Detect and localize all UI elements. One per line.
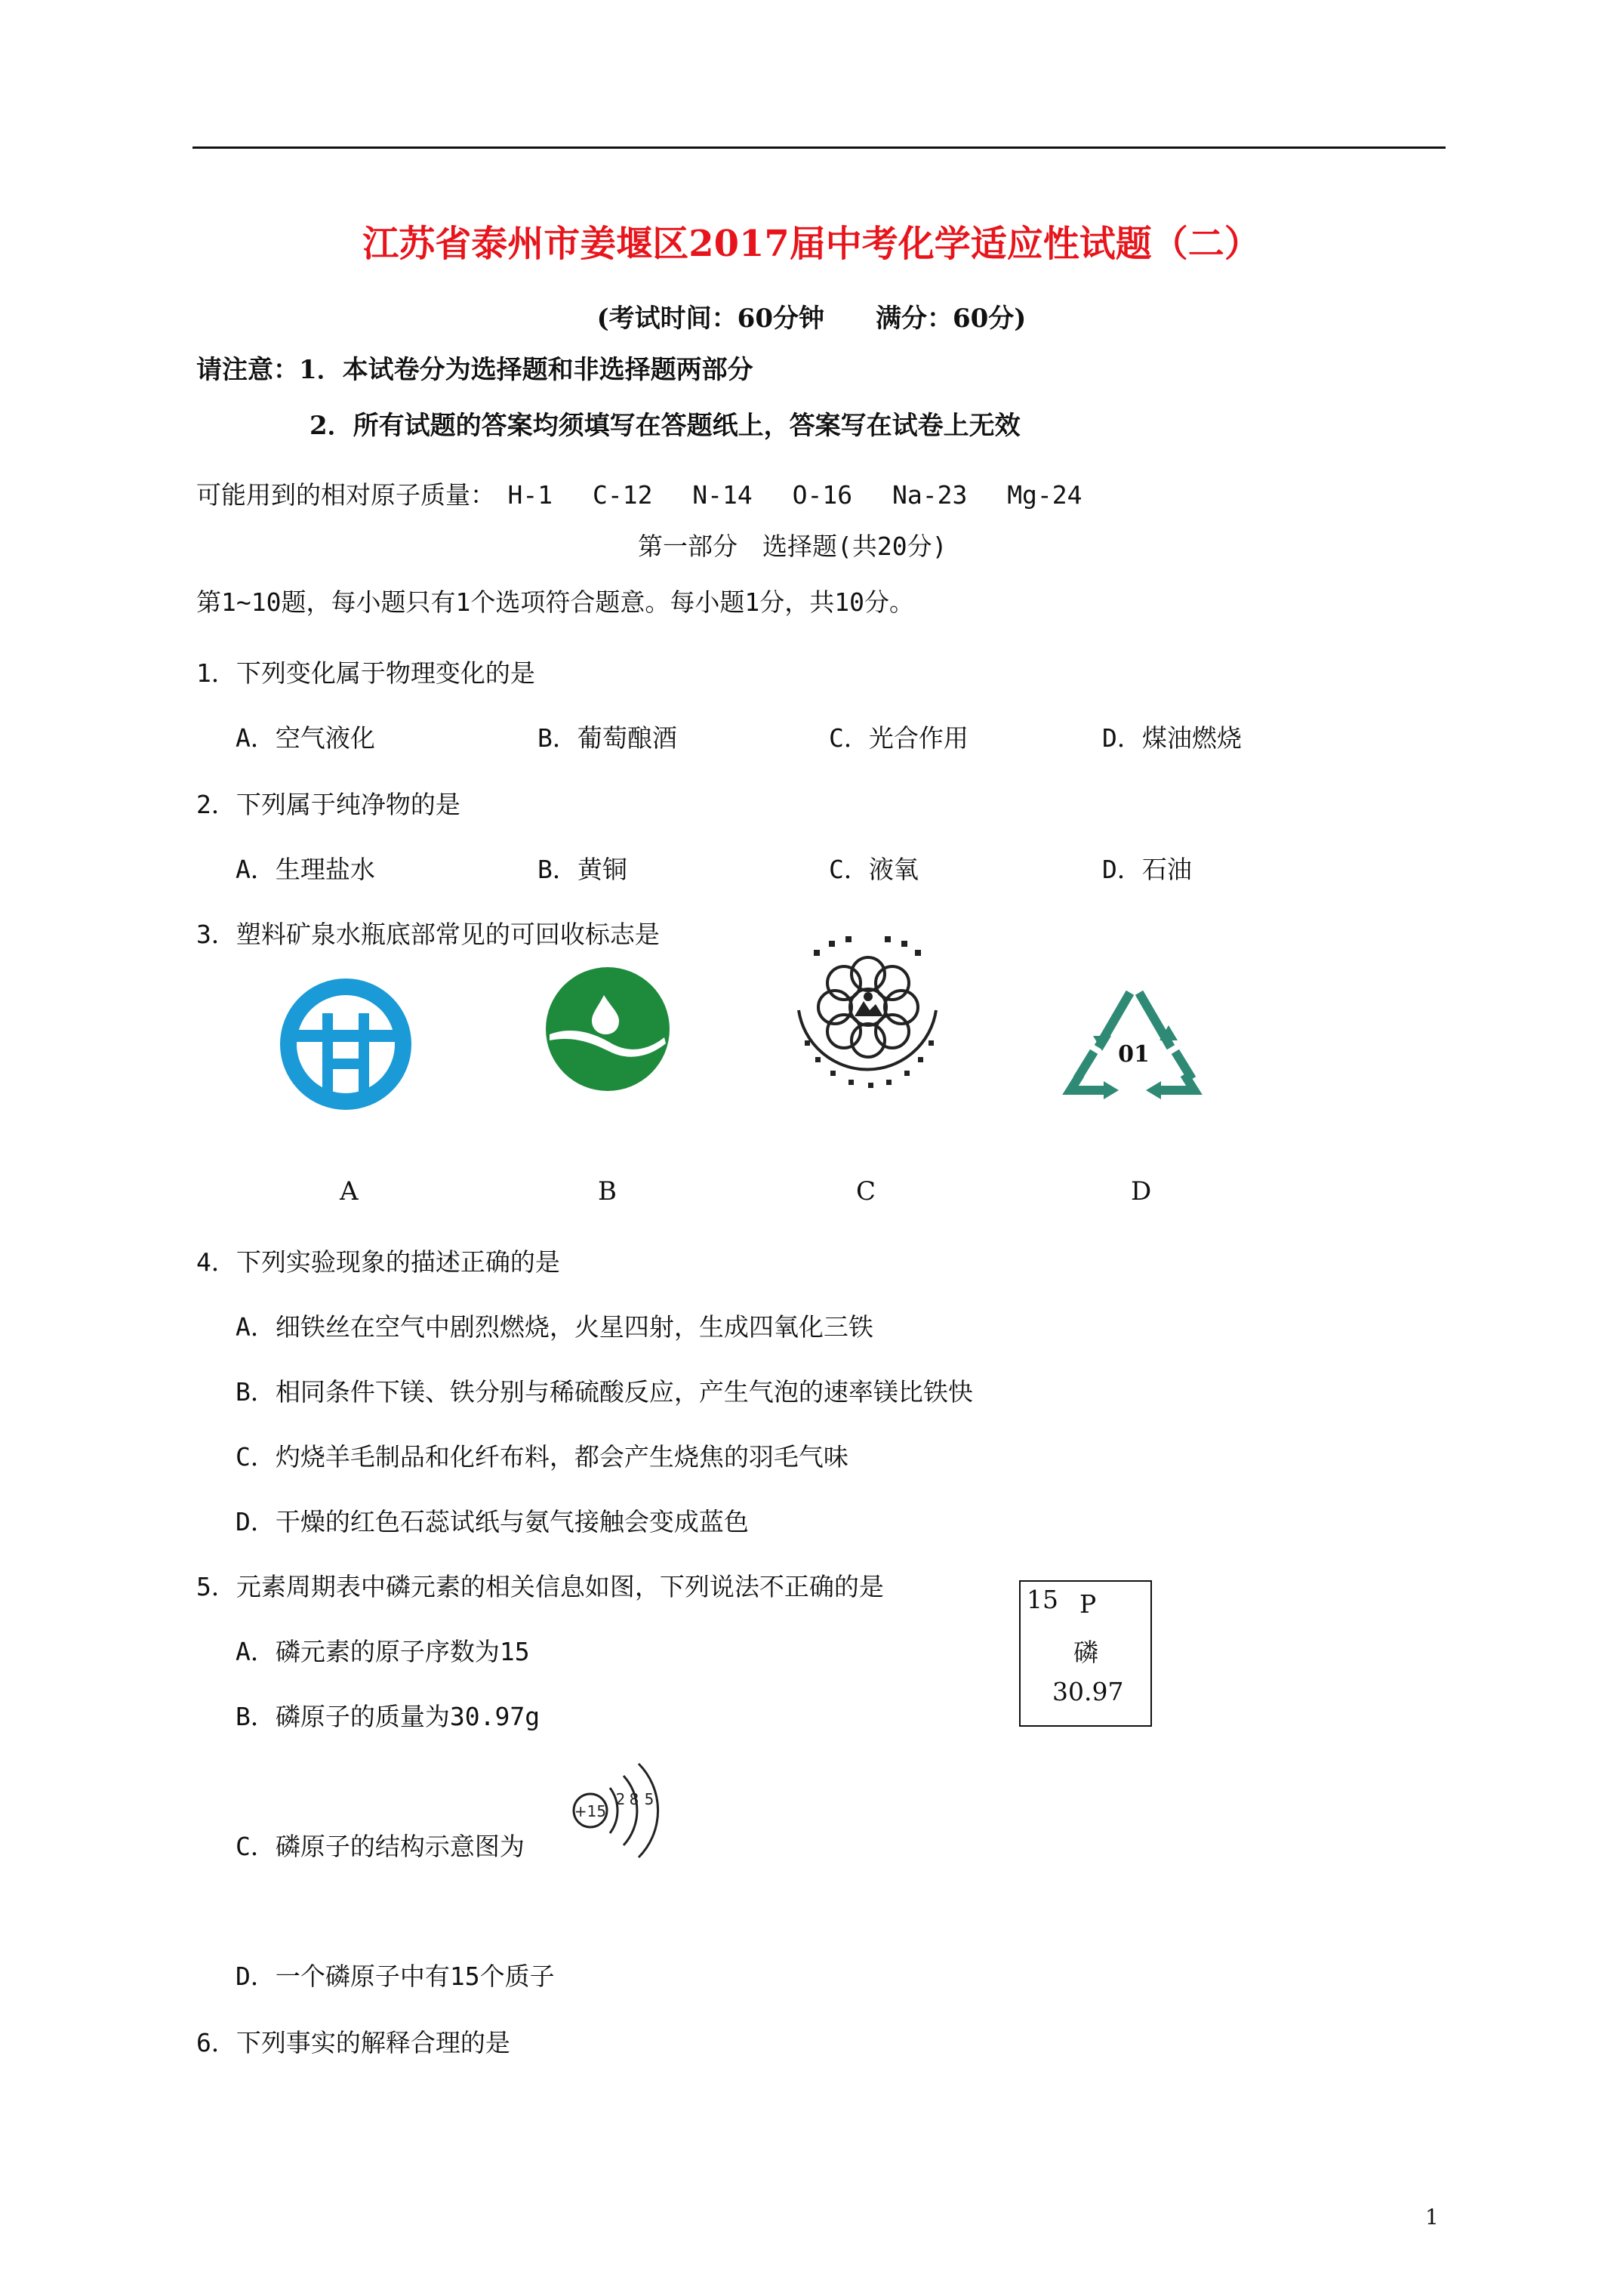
page-number: 1: [1425, 2205, 1439, 2230]
atomic-structure-diagram: [568, 1750, 666, 1871]
shell-1-electrons: 2: [615, 1790, 626, 1808]
header-rule: [192, 146, 1446, 149]
notice-line-2: 2．所有试题的答案均须填写在答题纸上，答案写在试卷上无效: [310, 411, 1021, 441]
exam-subtitle: (考试时间：60分钟 满分：60分): [596, 304, 1027, 334]
question-4-option-c: C．灼烧羊毛制品和化纤布料，都会产生烧焦的羽毛气味: [236, 1442, 848, 1472]
element-symbol: P: [1079, 1589, 1097, 1619]
recycle-number: 01: [1118, 1041, 1150, 1068]
question-4-option-b: B．相同条件下镁、铁分别与稀硫酸反应，产生气泡的速率镁比铁快: [236, 1377, 973, 1407]
section-title: 第一部分 选择题(共20分): [638, 532, 947, 561]
question-5-option-b: B．磷原子的质量为30.97g: [236, 1702, 540, 1731]
question-5-stem: 5．元素周期表中磷元素的相关信息如图，下列说法不正确的是: [196, 1572, 884, 1601]
logo-b-label: B: [598, 1176, 617, 1207]
logo-c-label: C: [856, 1176, 876, 1207]
question-2-option-b: B．黄铜: [537, 855, 627, 884]
question-3-stem: 3．塑料矿泉水瓶底部常见的可回收标志是: [196, 920, 660, 949]
question-5-option-a: A．磷元素的原子序数为15: [236, 1637, 530, 1666]
question-1-stem: 1．下列变化属于物理变化的是: [196, 658, 535, 688]
question-6-stem: 6．下列事实的解释合理的是: [196, 2028, 510, 2057]
notice-line-1: 请注意：1．本试卷分为选择题和非选择题两部分: [196, 355, 753, 385]
question-2-option-a: A．生理盐水: [236, 855, 375, 884]
question-2-stem: 2．下列属于纯净物的是: [196, 790, 460, 819]
logo-b-icon: [544, 965, 672, 1093]
atomic-masses: 可能用到的相对原子质量： H-1 C-12 N-14 O-16 Na-23 Mg-24: [196, 480, 1083, 510]
logo-d-label: D: [1131, 1176, 1152, 1207]
nucleus-charge: +15: [574, 1802, 607, 1820]
question-1-option-b: B．葡萄酿酒: [537, 723, 677, 753]
exam-title: 江苏省泰州市姜堰区2017届中考化学适应性试题（二）: [362, 223, 1261, 265]
logo-a-label: A: [340, 1176, 359, 1207]
question-4-stem: 4．下列实验现象的描述正确的是: [196, 1247, 560, 1277]
element-card: [1019, 1580, 1152, 1727]
question-4-option-a: A．细铁丝在空气中剧烈燃烧，火星四射，生成四氧化三铁: [236, 1312, 873, 1342]
question-4-option-d: D．干燥的红色石蕊试纸与氨气接触会变成蓝色: [236, 1507, 749, 1536]
element-number: 15: [1027, 1585, 1058, 1614]
recycle-symbol-icon: [1057, 982, 1208, 1108]
question-2-option-c: C．液氧: [829, 855, 919, 884]
question-1-option-a: A．空气液化: [236, 723, 375, 753]
shell-3-electrons: 5: [644, 1790, 654, 1808]
question-5-option-c: C．磷原子的结构示意图为: [236, 1832, 525, 1861]
shell-2-electrons: 8: [629, 1790, 639, 1808]
question-1-option-d: D．煤油燃烧: [1102, 723, 1242, 753]
element-name: 磷: [1073, 1638, 1098, 1667]
question-1-option-c: C．光合作用: [829, 723, 969, 753]
section-instruction: 第1~10题，每小题只有1个选项符合题意。每小题1分，共10分。: [196, 587, 914, 617]
element-mass: 30.97: [1052, 1677, 1124, 1706]
logo-a-icon: [276, 974, 416, 1114]
question-2-option-d: D．石油: [1102, 855, 1192, 884]
question-5-option-d: D．一个磷原子中有15个质子: [236, 1962, 555, 1991]
logo-c-icon: [785, 927, 951, 1098]
